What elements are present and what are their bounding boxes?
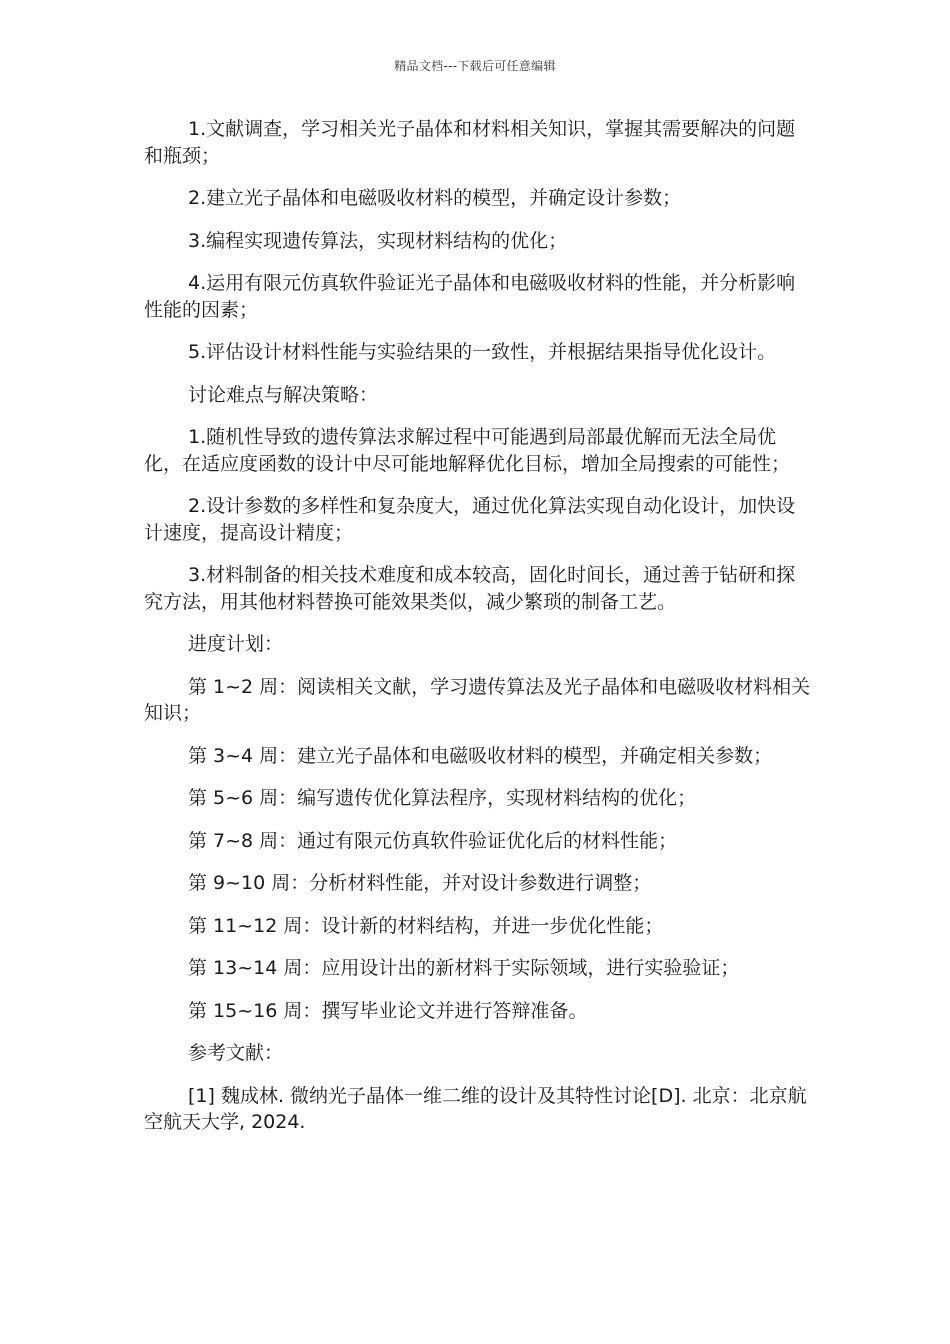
document-body bbox=[144, 116, 812, 1152]
schedule-item-weeks-11-12: 第 11~12 周：设计新的材料结构，并进一步优化性能； bbox=[188, 914, 664, 937]
schedule-item-weeks-1-2: 第 1~2 周：阅读相关文献，学习遗传算法及光子晶体和电磁吸收材料相关知识； bbox=[144, 675, 811, 724]
reference-item-1: [1] 魏成林. 微纳光子晶体一维二维的设计及其特性讨论[D]. 北京：北京航空航天大学, 2024. bbox=[144, 1084, 807, 1133]
schedule-item-weeks-9-10: 第 9~10 周：分析材料性能，并对设计参数进行调整； bbox=[188, 872, 652, 894]
schedule-item-weeks-7-8: 第 7~8 周：通过有限元仿真软件验证优化后的材料性能； bbox=[188, 829, 678, 852]
schedule-item-weeks-13-14: 第 13~14 周：应用设计出的新材料于实际领域，进行实验验证； bbox=[188, 957, 740, 979]
section-heading-difficulties: 讨论难点与解决策略： bbox=[188, 383, 379, 406]
task-item-3: 3.编程实现遗传算法，实现材料结构的优化； bbox=[188, 229, 568, 252]
schedule-item-weeks-3-4: 第 3~4 周：建立光子晶体和电磁吸收材料的模型，并确定相关参数； bbox=[188, 744, 773, 767]
task-item-1: 1.文献调查，学习相关光子晶体和材料相关知识，掌握其需要解决的问题和瓶颈； bbox=[144, 118, 796, 167]
task-item-5: 5.评估设计材料性能与实验结果的一致性，并根据结果指导优化设计。 bbox=[188, 341, 777, 363]
difficulty-item-2: 2.设计参数的多样性和复杂度大，通过优化算法实现自动化设计，加快设计速度，提高设计精度； bbox=[144, 495, 796, 544]
page-header: 精品文档---下载后可任意编辑 bbox=[394, 59, 556, 73]
task-item-2: 2.建立光子晶体和电磁吸收材料的模型，并确定设计参数； bbox=[188, 187, 682, 209]
difficulty-item-1: 1.随机性导致的遗传算法求解过程中可能遇到局部最优解而无法全局优化，在适应度函数的设计中尽可能地解释优化目标，增加全局搜索的可能性； bbox=[144, 426, 791, 475]
task-item-4: 4.运用有限元仿真软件验证光子晶体和电磁吸收材料的性能，并分析影响性能的因素； bbox=[144, 272, 796, 321]
section-heading-schedule: 进度计划： bbox=[188, 633, 284, 655]
section-heading-references: 参考文献： bbox=[188, 1042, 284, 1064]
schedule-item-weeks-5-6: 第 5~6 周：编写遗传优化算法程序，实现材料结构的优化； bbox=[188, 787, 697, 809]
schedule-item-weeks-15-16: 第 15~16 周：撰写毕业论文并进行答辩准备。 bbox=[188, 999, 588, 1022]
difficulty-item-3: 3.材料制备的相关技术难度和成本较高，固化时间长，通过善于钻研和探究方法，用其他材料替换可能效果类似，减少繁琐的制备工艺。 bbox=[144, 564, 796, 613]
